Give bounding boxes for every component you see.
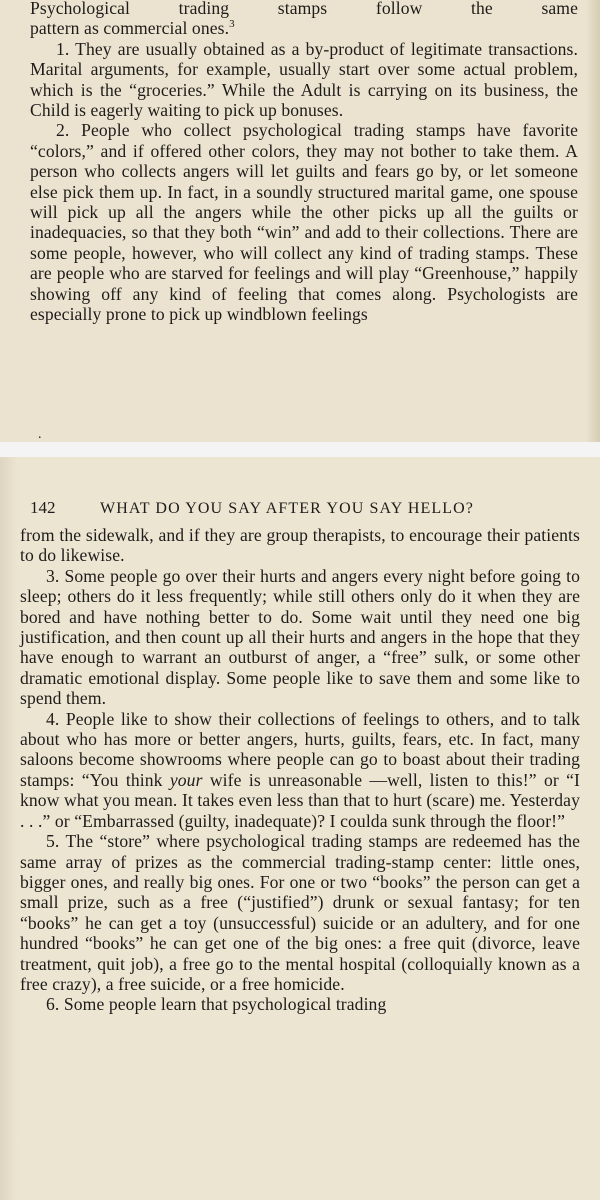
list-item-3: 3. Some people go over their hurts and angers every night before going to sleep; others do it less frequently; while still others only do it when they are bored and have nothing better to do. Some wait until they need one big justification, and then count up all their hurts and angers in the hope that they have enough to warrant an outburst of anger, a “free” sulk, or some other dramatic emotional display. Some people like to save them and some like to spend them. (20, 565, 580, 709)
item4-text-b: wife is unreasonable —well, listen to this!” or “I know what you mean. It takes even less than that to hurt (scare) me. Yesterday . . .” or “Embarrassed (guilty, inadequate)? I coulda sunk through the floor!” (20, 769, 580, 831)
book-page-bottom (0, 457, 600, 1200)
intro-paragraph-end (30, 18, 578, 38)
page-edge-shadow (586, 0, 600, 442)
intro-paragraph (30, 0, 578, 18)
page-edge-shadow (0, 457, 18, 1200)
stray-mark: . (38, 427, 42, 442)
list-item-1: 1. They are usually obtained as a by-product of legitimate transactions. Marital arguments, for example, usually start over some actual problem, which is the “groceries.” While the Adult is carrying on its business, the Child is eagerly waiting to pick up bonuses. (30, 38, 578, 121)
running-title: WHAT DO YOU SAY AFTER YOU SAY HELLO? (100, 500, 474, 517)
book-page-top (0, 0, 600, 442)
list-item-4 (20, 709, 580, 831)
continuation-paragraph: from the sidewalk, and if they are group therapists, to encourage their patients to do likewise. (20, 525, 580, 566)
item4-text-a: 4. People like to show their collections of feelings to others, and to talk about who has more or better angers, hurts, guilts, fears, etc. In fact, many saloons become showrooms where people can go to boast about their trading stamps: “You think (20, 708, 580, 790)
list-item-6-partial: 6. Some people learn that psychological trading (46, 994, 387, 1015)
intro-line-1: Psychological trading stamps follow the same (30, 0, 578, 18)
running-head (14, 497, 580, 519)
list-item-5: 5. The “store” where psychological trading stamps are redeemed has the same array of prizes as the commercial trading-stamp center: little ones, bigger ones, and really big ones. For one or two “books” the person can get a small prize, such as a free (“justified”) drunk or sexual fantasy; for ten “books” he can get a toy (unsuccessful) suicide or an adultery, and for one hundred “books” he can get one of the big ones: a free quit (divorce, leave treatment, quit job), a free go to the mental hospital (colloquially known as a free crazy), a free suicide, or a free homicide. (20, 831, 580, 994)
intro-line-2: pattern as commercial ones. (30, 18, 230, 39)
page-separator (0, 442, 600, 457)
item4-emphasis: your (169, 769, 203, 790)
list-item-2: 2. People who collect psychological trading stamps have favorite “colors,” and if offered other colors, they may not bother to take them. A person who collects angers will let guilts and fears go by, or let someone else pick them up. In fact, in a soundly structured marital game, one spouse will pick up all the angers while the other picks up all the guilts or inadequacies, so that they both “win” and add to their collections. There are some people, however, who will collect any kind of trading stamps. These are people who are starved for feelings and will play “Greenhouse,” happily showing off any kind of feeling that comes along. Psychologists are especially prone to pick up windblown feelings (30, 120, 578, 325)
page-number: 142 (30, 498, 56, 517)
footnote-mark: 3 (229, 18, 235, 31)
